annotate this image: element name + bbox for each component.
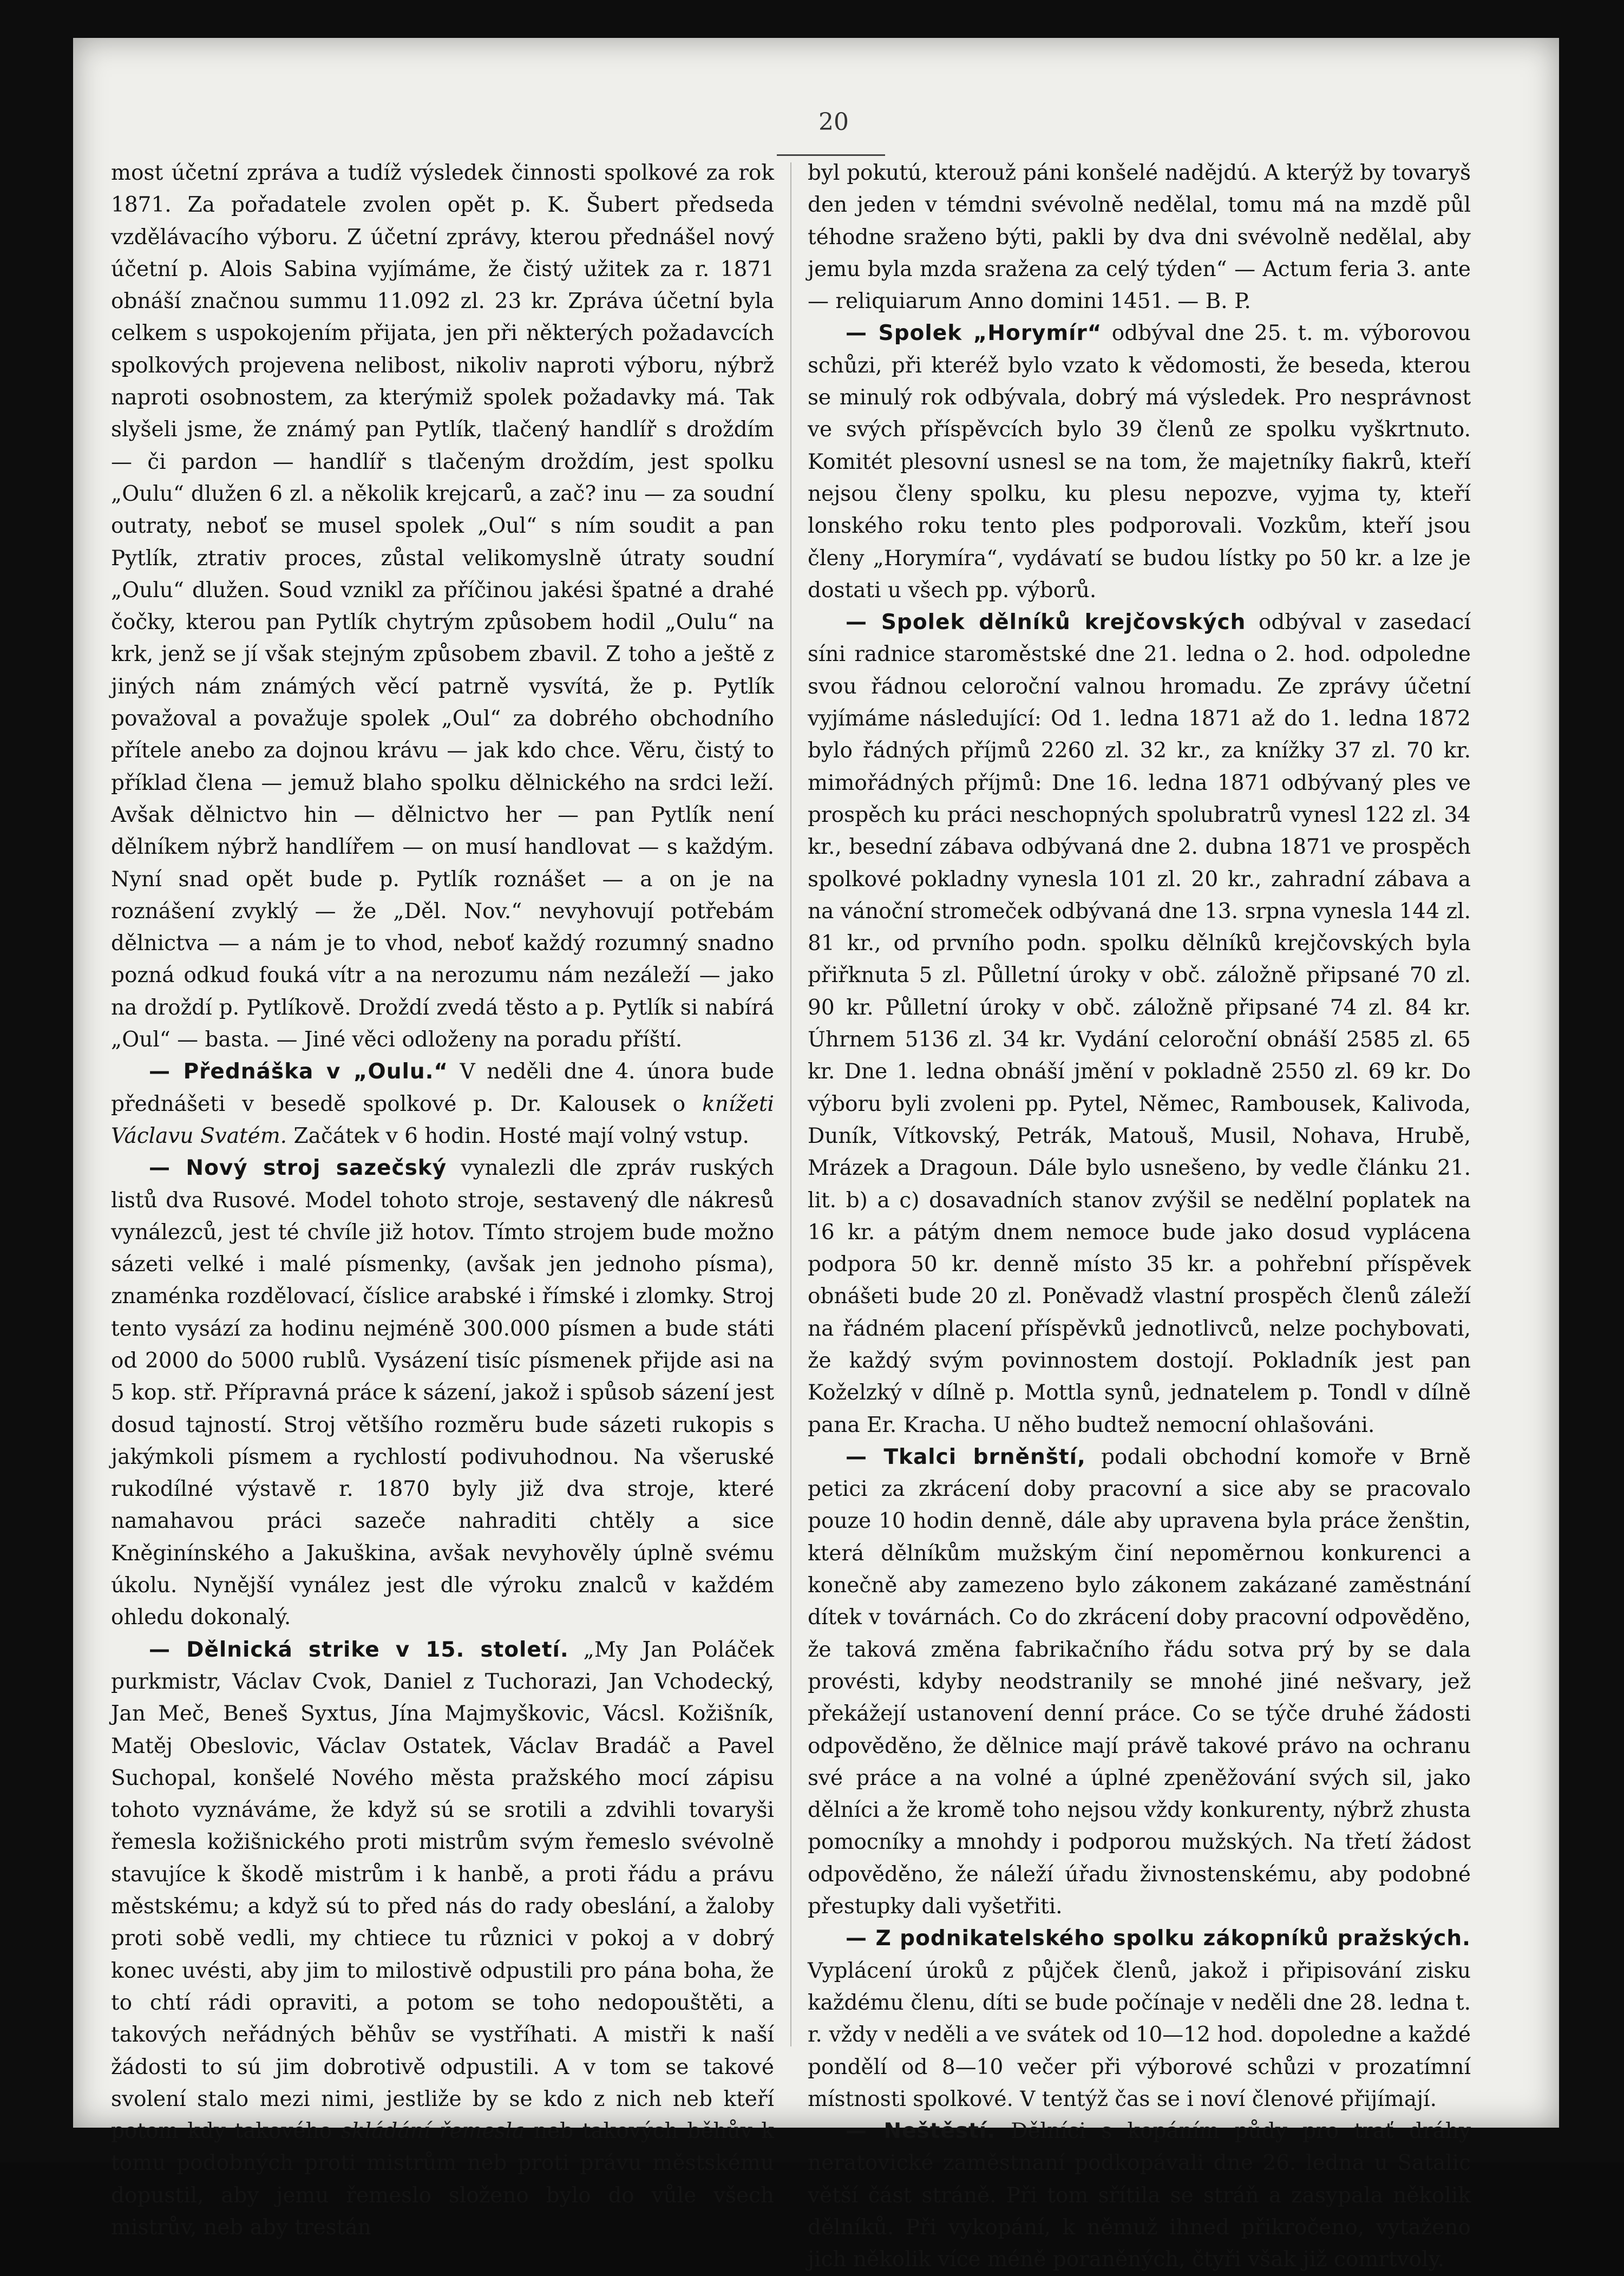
article-paragraph: — Z podnikatelského spolku zákopníků pražských. Vyplácení úroků z půjček členů, jakož i připisování zisku každému členu, díti se bude počínaje v neděli dne 28. ledna t. r. vždy v neděli a ve svátek od 10—12 hod. dopoledne a každé pondělí od 8—10 večer při výborové schůzi v prozatímní místnosti spolkové. V tentýž čas se i noví členové přijímají. [808, 1926, 1471, 2111]
article-paragraph: — Dělnická strike v 15. století. „My Jan Poláček purkmistr, Václav Cvok, Daniel z Tuchorazi, Jan Vchodecký, Jan Meč, Beneš Syxtus, Jína Majmyškovic, Vácsl. Kožišník, Matěj Obeslovic, Václav Ostatek, Václav Bradáč a Pavel Suchopal, konšelé Nového města pražského mocí zápisu tohoto vyznáváme, že když sú se srotili a zdvihli tovaryši řemesla kožišnického proti mistrům svým řemeslo svévolně stavujíce k škodě mistrům i k hanbě, a proti řádu a právu městskému; a když sú to před nás do rady obeslání, a žaloby proti sobě vedli, my chtiece tu různici v pokoj a v dobrý konec uvésti, aby jim to milostivě odpustili pro pána boha, že to chtí rádi opraviti, a potom se toho nedopouštěti, a takových neřádných běhův se vystříhati. A mistři k naší žádosti to sú jim dobrotivě odpustili. A v tom se takové svolení stalo mezi nimi, jestliže by se kdo z nich neb kteří potom kdy takového skládání řemesla neb takových běhův k tomu podobných proti mistrům neb proti právu městskému dopustil, aby jemu řemeslo složeno bylo do vůle všech mistrův, neb aby trestán [111, 1637, 774, 2240]
article-heading: — Dělnická strike v 15. století. [149, 1637, 569, 1662]
right-column [808, 157, 1471, 2272]
article-heading: — Spolek „Horymír“ [846, 321, 1102, 346]
article-paragraph: — Spolek „Horymír“ odbýval dne 25. t. m. výborovou schůzi, při kteréž bylo vzato k vědomosti, že beseda, kterou se minulý rok odbývala, dobrý má výsledek. Pro nesprávnost ve svých příspěvcích bylo 39 členů ze spolku vyškrtnuto. Komitét plesovní usnesl se na tom, že majetníky fiakrů, kteří nejsou členy spolku, ku plesu nepozve, vyjma ty, kteří lonského roku tento ples podporovali. Vozkům, kteří jsou členy „Horymíra“, vydávatí se budou lístky po 50 kr. a lze je dostati u všech pp. výborů. [808, 321, 1471, 603]
article-heading: — Z podnikatelského spolku zákopníků pražských. [846, 1926, 1471, 1951]
article-heading: — Neštěstí. [846, 2119, 996, 2144]
article-heading: — Přednáška v „Oulu.“ [149, 1059, 449, 1084]
article-paragraph: — Spolek dělníků krejčovských odbýval v zasedací síni radnice staroměstské dne 21. ledna o 2. hod. odpoledne svou řádnou celoroční valnou hromadu. Ze zprávy účetní vyjímáme následující: Od 1. ledna 1871 až do 1. ledna 1872 bylo řádných příjmů 2260 zl. 32 kr., za knížky 37 zl. 70 kr. mimořádných příjmů: Dne 16. ledna 1871 odbývaný ples ve prospěch ku práci neschopných spolubratrů vynesl 122 zl. 34 kr., besední zábava odbývaná dne 2. dubna 1871 ve prospěch spolkové pokladny vynesla 101 zl. 20 kr., zahradní zábava a na vánoční stromeček odbývaná dne 13. srpna vynesla 144 zl. 81 kr., od prvního podn. spolku dělníků krejčovských byla přiřknuta 5 zl. Půlletní úroky v obč. záložně připsané 70 zl. 90 kr. Půlletní úroky v obč. záložně připsané 74 zl. 84 kr. Úhrnem 5136 zl. 34 kr. Vydání celoroční obnáší 2585 zl. 65 kr. Dne 1. ledna obnáší jmění v pokladně 2550 zl. 69 kr. Do výboru byli zvoleni pp. Pytel, Němec, Rambousek, Kalivoda, Duník, Vítkovský, Petrák, Matouš, Musil, Nohava, Hrubě, Mrázek a Dragoun. Dále bylo usnešeno, by vedle článku 21. lit. b) a c) dosavadních stanov zvýšil se nedělní poplatek na 16 kr. a pátým dnem nemoce bude jako dosud vyplácena podpora 50 kr. denně místo 35 kr. a pohřební příspěvek obnášeti bude 20 zl. Poněvadž vlastní prospěch členů záleží na řádném placení příspěvků jednotlivců, nelze pochybovati, že každý svým povinnostem dostojí. Pokladník jest pan Koželzký v dílně p. Mottla synů, jednatelem p. Tondl v dílně pana Er. Kracha. U něho budtež nemocní ohlašováni. [808, 610, 1471, 1437]
article-paragraph: byl pokutú, kterouž páni konšelé nadějdú. A kterýž by tovaryš den jeden v témdni svévolně nedělal, tomu má na mzdě půl téhodne sraženo býti, pakli by dva dni svévolně nedělal, aby jemu byla mzda sražena za celý týden“ — Actum feria 3. ante — reliquiarum Anno domini 1451. — B. P. [808, 161, 1471, 314]
left-column [111, 157, 774, 2240]
page-number-rule [777, 154, 885, 156]
page-number: 20 [818, 108, 849, 136]
article-heading: — Spolek dělníků krejčovských [846, 610, 1246, 635]
article-paragraph: — Přednáška v „Oulu.“ V neděli dne 4. února bude přednášeti v besedě spolkové p. Dr. Kalousek o knížeti Václavu Svatém. Začátek v 6 hodin. Hosté mají volný vstup. [111, 1059, 774, 1148]
article-heading: — Nový stroj sazečský [149, 1156, 447, 1181]
article-paragraph: most účetní zpráva a tudíž výsledek činnosti spolkové za rok 1871. Za pořadatele zvolen opět p. K. Šubert předseda vzdělávacího výboru. Z účetní zprávy, kterou přednášel nový účetní p. Alois Sabina vyjímáme, že čistý užitek za r. 1871 obnáší značnou summu 11.092 zl. 23 kr. Zpráva účetní byla celkem s uspokojením přijata, jen při některých požadavcích spolkových projevena nelibost, nikoliv naproti výboru, nýbrž naproti osobnostem, za kterýmiž spolek požadavky má. Tak slyšeli jsme, že známý pan Pytlík, tlačený handlíř s droždím — či pardon — handlíř s tlačeným droždím, jest spolku „Oulu“ dlužen 6 zl. a několik krejcarů, a zač? inu — za soudní outraty, neboť se musel spolek „Oul“ s ním soudit a pan Pytlík, ztrativ proces, zůstal velikomyslně útraty soudní „Oulu“ dlužen. Soud vznikl za příčinou jakési špatné a drahé čočky, kterou pan Pytlík chytrým způsobem hodil „Oulu“ na krk, jenž se jí však stejným způsobem zbavil. Z toho a ještě z jiných nám známých věcí patrně vysvítá, že p. Pytlík považoval a považuje spolek „Oul“ za dobrého obchodního přítele anebo za dojnou krávu — jak kdo chce. Věru, čistý to příklad člena — jemuž blaho spolku dělnického na srdci leží. Avšak dělnictvo hin — dělnictvo her — pan Pytlík není dělníkem nýbrž handlířem — on musí handlovat — s každým. Nyní snad opět bude p. Pytlík roznášet — a on je na roznášení zvyklý — že „Děl. Nov.“ nevyhovují potřebám dělnictva — a nám je to vhod, neboť každý rozumný snadno pozná odkud fouká vítr a na nerozumu nám nezáleží — jako na droždí p. Pytlíkově. Droždí zvedá těsto a p. Pytlík si nabírá „Oul“ — basta. — Jiné věci odloženy na poradu příští. [111, 161, 774, 1052]
article-paragraph: — Nový stroj sazečský vynalezli dle zpráv ruských listů dva Rusové. Model tohoto stroje, sestavený dle nákresů vynálezců, jest té chvíle již hotov. Tímto strojem bude možno sázeti velké i malé písmenky, (avšak jen jednoho písma), znaménka rozdělovací, číslice arabské i římské i zlomky. Stroj tento vysází za hodinu nejméně 300.000 písmen a bude státi od 2000 do 5000 rublů. Vysázení tisíc písmenek přijde asi na 5 kop. stř. Přípravná práce k sázení, jakož i spůsob sázení jest dosud tajností. Stroj většího rozměru bude sázeti rukopis s jakýmkoli písmem a rychlostí podivuhodnou. Na všeruské rukodílné výstavě r. 1870 byly již dva stroje, které namahavou práci sazeče nahraditi chtěly a sice Kněginínského a Jakuškina, avšak nevyhověly úplně svému úkolu. Nynější vynález jest dle výroku znalců v každém ohledu dokonalý. [111, 1156, 774, 1630]
article-heading: — Tkalci brněnští, [846, 1444, 1086, 1469]
column-divider [790, 162, 791, 2046]
article-paragraph: — Tkalci brněnští, podali obchodní komoře v Brně petici za zkrácení doby pracovní a sice aby se pracovalo pouze 10 hodin denně, dále aby upravena byla práce ženštin, která dělníkům mužským činí nepoměrnou konkurenci a konečně aby zamezeno bylo zákonem zakázané zaměstnání dítek v továrnách. Co do zkrácení doby pracovní odpověděno, že taková změna fabrikačního řádu sotva prý by se dala provésti, kdyby neodstranily se mnohé jiné nešvary, jež překážejí ustanovení denní práce. Co se týče druhé žádosti odpověděno, že dělnice mají právě takové právo na ochranu své práce a na volné a úplné zpeněžování svých sil, jako dělníci a že kromě toho nejsou vždy konkurenty, nýbrž zhusta pomocníky a mnohdy i podporou mužských. Na třetí žádost odpověděno, že náleží úřadu živnostenskému, aby podobné přestupky dali vyšetřiti. [808, 1444, 1471, 1919]
article-paragraph: — Neštěstí. Dělníci s kopáním půdy pro trať dráhy neratovické zaměstnaní podkopávali dne 26. ledna u Satalic větší část stráně. Při tom sřítila se stráň a zasypala několik dělníků. Při vykopání, k němuž ihned přikročeno, vytaženo jich několik více méně poraněných, čtyři však již comrtvoly. [808, 2119, 1471, 2272]
